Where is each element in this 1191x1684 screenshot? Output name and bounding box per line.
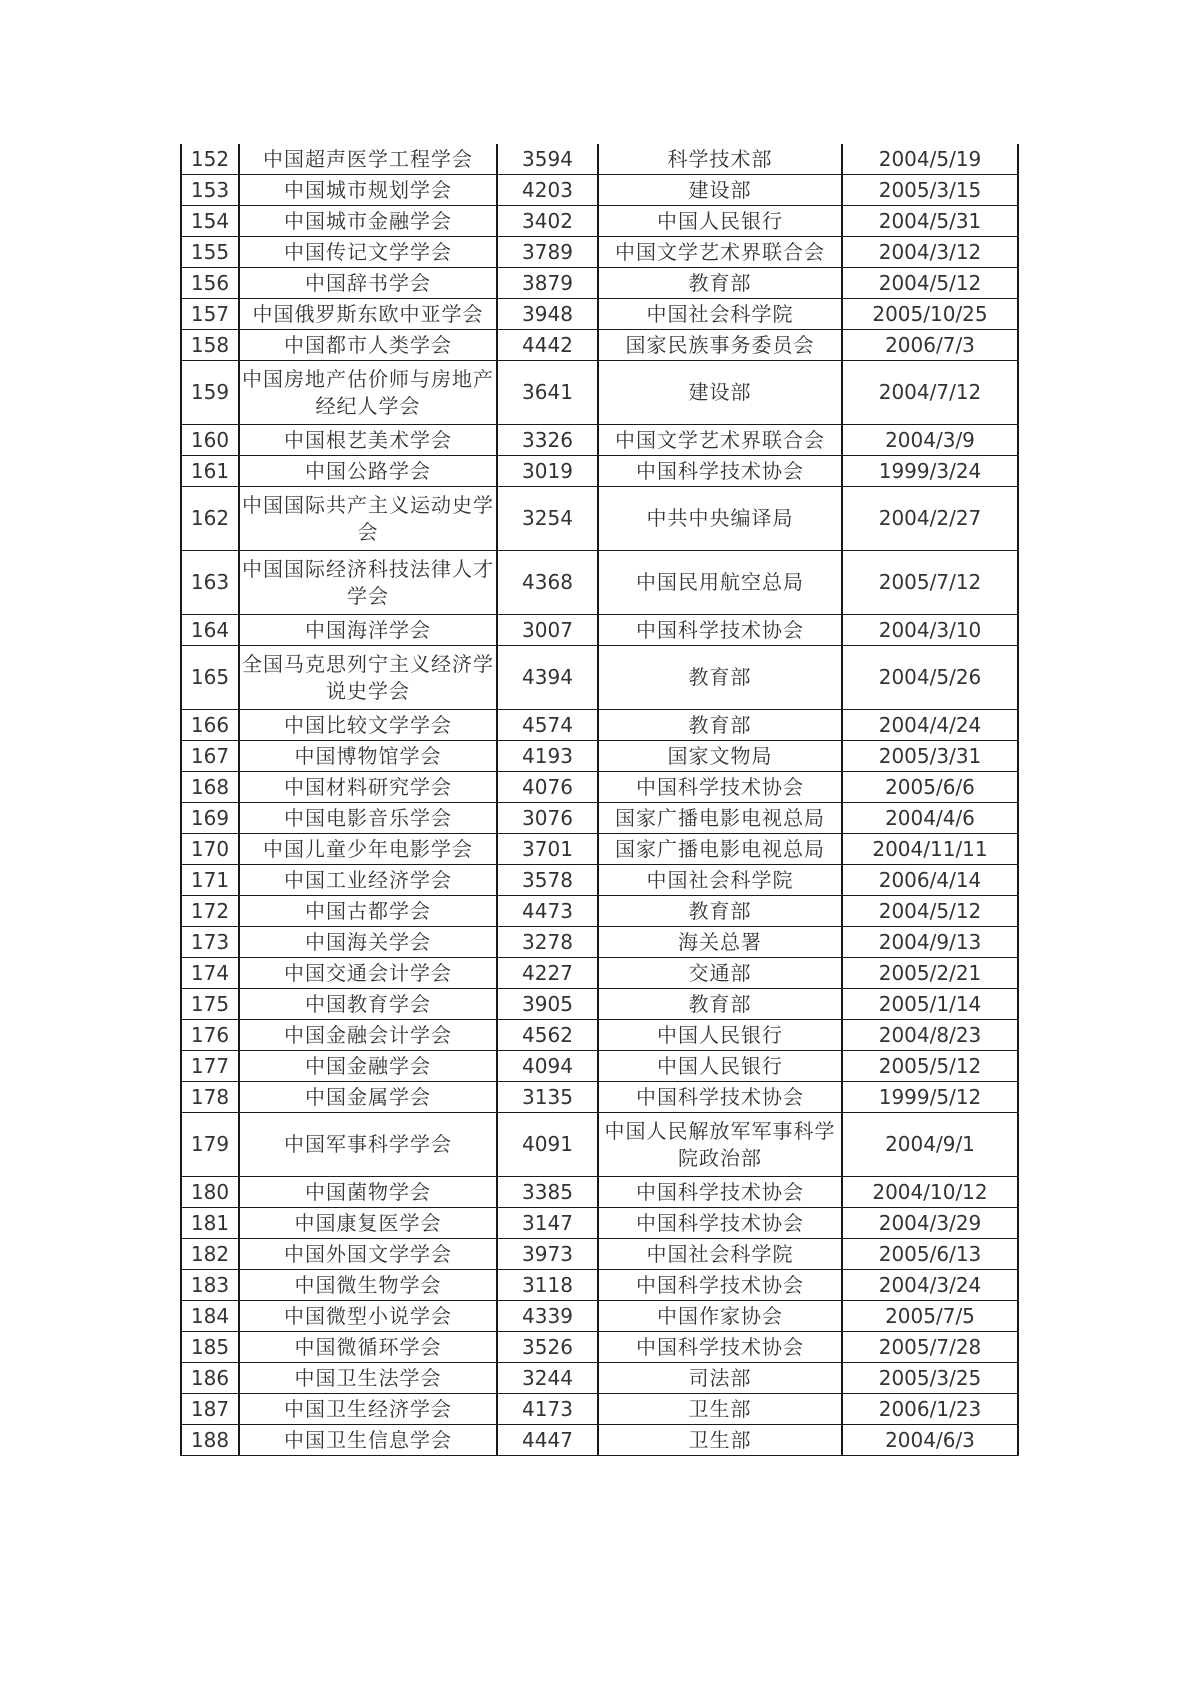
- approval-date-cell: 2004/4/24: [842, 710, 1018, 741]
- table-row: [181, 1394, 1018, 1425]
- supervising-unit-cell: 中国文学艺术界联合会: [598, 425, 842, 456]
- registration-code-cell: 3278: [497, 927, 598, 958]
- supervising-unit-cell: 海关总署: [598, 927, 842, 958]
- registration-code-cell: 4193: [497, 741, 598, 772]
- row-number-cell: 154: [181, 206, 239, 237]
- row-number-cell: 168: [181, 772, 239, 803]
- registration-code-cell: 3526: [497, 1332, 598, 1363]
- table-row: [181, 1425, 1018, 1456]
- registration-code-cell: 3948: [497, 299, 598, 330]
- row-number-cell: 156: [181, 268, 239, 299]
- table-row: [181, 1051, 1018, 1082]
- table-row: [181, 710, 1018, 741]
- table-row: [181, 772, 1018, 803]
- row-number-cell: 157: [181, 299, 239, 330]
- approval-date-cell: 2005/2/21: [842, 958, 1018, 989]
- table-row: [181, 1113, 1018, 1177]
- supervising-unit-cell: 中共中央编译局: [598, 487, 842, 551]
- society-name-cell: 中国卫生经济学会: [239, 1394, 497, 1425]
- approval-date-cell: 2004/11/11: [842, 834, 1018, 865]
- table-row: [181, 741, 1018, 772]
- society-name-cell: 中国教育学会: [239, 989, 497, 1020]
- registration-code-cell: 4394: [497, 646, 598, 710]
- supervising-unit-cell: 卫生部: [598, 1425, 842, 1456]
- supervising-unit-cell: 中国民用航空总局: [598, 551, 842, 615]
- table-row: [181, 425, 1018, 456]
- supervising-unit-cell: 教育部: [598, 989, 842, 1020]
- approval-date-cell: 2005/1/14: [842, 989, 1018, 1020]
- row-number-cell: 163: [181, 551, 239, 615]
- registration-code-cell: 3254: [497, 487, 598, 551]
- supervising-unit-cell: 国家民族事务委员会: [598, 330, 842, 361]
- row-number-cell: 159: [181, 361, 239, 425]
- registration-code-cell: 3007: [497, 615, 598, 646]
- society-name-cell: 中国公路学会: [239, 456, 497, 487]
- row-number-cell: 152: [181, 144, 239, 175]
- table-row: [181, 268, 1018, 299]
- registration-code-cell: 4473: [497, 896, 598, 927]
- approval-date-cell: 2004/4/6: [842, 803, 1018, 834]
- approval-date-cell: 2006/1/23: [842, 1394, 1018, 1425]
- supervising-unit-cell: 中国科学技术协会: [598, 1177, 842, 1208]
- table-body: [181, 144, 1018, 1456]
- supervising-unit-cell: 中国人民银行: [598, 1020, 842, 1051]
- society-name-cell: 中国俄罗斯东欧中亚学会: [239, 299, 497, 330]
- approval-date-cell: 2004/3/29: [842, 1208, 1018, 1239]
- table-row: [181, 896, 1018, 927]
- supervising-unit-cell: 建设部: [598, 175, 842, 206]
- row-number-cell: 170: [181, 834, 239, 865]
- society-name-cell: 中国儿童少年电影学会: [239, 834, 497, 865]
- approval-date-cell: 2005/3/25: [842, 1363, 1018, 1394]
- row-number-cell: 183: [181, 1270, 239, 1301]
- supervising-unit-cell: 国家广播电影电视总局: [598, 834, 842, 865]
- registration-code-cell: 4447: [497, 1425, 598, 1456]
- registration-code-cell: 3076: [497, 803, 598, 834]
- approval-date-cell: 2004/8/23: [842, 1020, 1018, 1051]
- supervising-unit-cell: 卫生部: [598, 1394, 842, 1425]
- table-row: [181, 1363, 1018, 1394]
- row-number-cell: 164: [181, 615, 239, 646]
- society-name-cell: 中国国际经济科技法律人才学会: [239, 551, 497, 615]
- society-name-cell: 中国微生物学会: [239, 1270, 497, 1301]
- registration-code-cell: 4173: [497, 1394, 598, 1425]
- registration-code-cell: 3578: [497, 865, 598, 896]
- supervising-unit-cell: 教育部: [598, 896, 842, 927]
- registration-code-cell: 3147: [497, 1208, 598, 1239]
- supervising-unit-cell: 中国科学技术协会: [598, 772, 842, 803]
- approval-date-cell: 2004/3/10: [842, 615, 1018, 646]
- society-name-cell: 中国根艺美术学会: [239, 425, 497, 456]
- society-name-cell: 全国马克思列宁主义经济学说史学会: [239, 646, 497, 710]
- approval-date-cell: 2004/6/3: [842, 1425, 1018, 1456]
- approval-date-cell: 2004/9/1: [842, 1113, 1018, 1177]
- supervising-unit-cell: 司法部: [598, 1363, 842, 1394]
- table-row: [181, 1177, 1018, 1208]
- row-number-cell: 153: [181, 175, 239, 206]
- approval-date-cell: 2004/5/19: [842, 144, 1018, 175]
- approval-date-cell: 2004/10/12: [842, 1177, 1018, 1208]
- society-name-cell: 中国古都学会: [239, 896, 497, 927]
- approval-date-cell: 2004/7/12: [842, 361, 1018, 425]
- table-row: [181, 615, 1018, 646]
- registration-code-cell: 4368: [497, 551, 598, 615]
- row-number-cell: 161: [181, 456, 239, 487]
- society-name-cell: 中国城市金融学会: [239, 206, 497, 237]
- registration-code-cell: 3019: [497, 456, 598, 487]
- table-row: [181, 834, 1018, 865]
- registration-code-cell: 4574: [497, 710, 598, 741]
- approval-date-cell: 2005/10/25: [842, 299, 1018, 330]
- table-row: [181, 175, 1018, 206]
- society-name-cell: 中国城市规划学会: [239, 175, 497, 206]
- supervising-unit-cell: 科学技术部: [598, 144, 842, 175]
- society-name-cell: 中国金属学会: [239, 1082, 497, 1113]
- supervising-unit-cell: 中国社会科学院: [598, 1239, 842, 1270]
- row-number-cell: 182: [181, 1239, 239, 1270]
- supervising-unit-cell: 建设部: [598, 361, 842, 425]
- registration-code-cell: 4442: [497, 330, 598, 361]
- society-name-cell: 中国交通会计学会: [239, 958, 497, 989]
- approval-date-cell: 1999/3/24: [842, 456, 1018, 487]
- supervising-unit-cell: 中国人民银行: [598, 1051, 842, 1082]
- approval-date-cell: 2004/2/27: [842, 487, 1018, 551]
- row-number-cell: 186: [181, 1363, 239, 1394]
- society-name-cell: 中国军事科学学会: [239, 1113, 497, 1177]
- row-number-cell: 184: [181, 1301, 239, 1332]
- registration-code-cell: 3879: [497, 268, 598, 299]
- society-name-cell: 中国外国文学学会: [239, 1239, 497, 1270]
- row-number-cell: 173: [181, 927, 239, 958]
- registration-code-cell: 3701: [497, 834, 598, 865]
- supervising-unit-cell: 中国科学技术协会: [598, 1082, 842, 1113]
- registration-code-cell: 3973: [497, 1239, 598, 1270]
- society-name-cell: 中国菌物学会: [239, 1177, 497, 1208]
- supervising-unit-cell: 中国科学技术协会: [598, 456, 842, 487]
- table-row: [181, 958, 1018, 989]
- society-name-cell: 中国微型小说学会: [239, 1301, 497, 1332]
- supervising-unit-cell: 中国作家协会: [598, 1301, 842, 1332]
- supervising-unit-cell: 中国社会科学院: [598, 299, 842, 330]
- row-number-cell: 158: [181, 330, 239, 361]
- society-name-cell: 中国金融会计学会: [239, 1020, 497, 1051]
- registration-code-cell: 3641: [497, 361, 598, 425]
- table-row: [181, 144, 1018, 175]
- supervising-unit-cell: 中国文学艺术界联合会: [598, 237, 842, 268]
- society-name-cell: 中国电影音乐学会: [239, 803, 497, 834]
- row-number-cell: 181: [181, 1208, 239, 1239]
- row-number-cell: 185: [181, 1332, 239, 1363]
- row-number-cell: 188: [181, 1425, 239, 1456]
- approval-date-cell: 1999/5/12: [842, 1082, 1018, 1113]
- row-number-cell: 160: [181, 425, 239, 456]
- row-number-cell: 177: [181, 1051, 239, 1082]
- society-name-cell: 中国微循环学会: [239, 1332, 497, 1363]
- row-number-cell: 169: [181, 803, 239, 834]
- registration-code-cell: 3789: [497, 237, 598, 268]
- registration-code-cell: 3326: [497, 425, 598, 456]
- registration-code-cell: 4091: [497, 1113, 598, 1177]
- approval-date-cell: 2004/3/12: [842, 237, 1018, 268]
- society-name-cell: 中国卫生法学会: [239, 1363, 497, 1394]
- row-number-cell: 167: [181, 741, 239, 772]
- approval-date-cell: 2005/3/15: [842, 175, 1018, 206]
- row-number-cell: 175: [181, 989, 239, 1020]
- supervising-unit-cell: 中国科学技术协会: [598, 1270, 842, 1301]
- society-name-cell: 中国博物馆学会: [239, 741, 497, 772]
- supervising-unit-cell: 中国科学技术协会: [598, 1332, 842, 1363]
- society-name-cell: 中国海关学会: [239, 927, 497, 958]
- row-number-cell: 166: [181, 710, 239, 741]
- registration-code-cell: 4203: [497, 175, 598, 206]
- row-number-cell: 180: [181, 1177, 239, 1208]
- approval-date-cell: 2005/7/5: [842, 1301, 1018, 1332]
- row-number-cell: 179: [181, 1113, 239, 1177]
- approval-date-cell: 2005/6/13: [842, 1239, 1018, 1270]
- approval-date-cell: 2004/5/31: [842, 206, 1018, 237]
- society-name-cell: 中国材料研究学会: [239, 772, 497, 803]
- row-number-cell: 174: [181, 958, 239, 989]
- approval-date-cell: 2004/5/12: [842, 268, 1018, 299]
- table-row: [181, 361, 1018, 425]
- row-number-cell: 162: [181, 487, 239, 551]
- society-name-cell: 中国国际共产主义运动史学会: [239, 487, 497, 551]
- registration-code-cell: 3135: [497, 1082, 598, 1113]
- row-number-cell: 178: [181, 1082, 239, 1113]
- approval-date-cell: 2004/9/13: [842, 927, 1018, 958]
- registration-code-cell: 3905: [497, 989, 598, 1020]
- registration-code-cell: 3118: [497, 1270, 598, 1301]
- table-row: [181, 487, 1018, 551]
- table-row: [181, 989, 1018, 1020]
- registration-code-cell: 3244: [497, 1363, 598, 1394]
- approval-date-cell: 2005/3/31: [842, 741, 1018, 772]
- registration-code-cell: 3385: [497, 1177, 598, 1208]
- approval-date-cell: 2005/6/6: [842, 772, 1018, 803]
- registration-code-cell: 4562: [497, 1020, 598, 1051]
- society-name-cell: 中国金融学会: [239, 1051, 497, 1082]
- registration-code-cell: 4094: [497, 1051, 598, 1082]
- approval-date-cell: 2004/5/12: [842, 896, 1018, 927]
- table-row: [181, 1082, 1018, 1113]
- supervising-unit-cell: 教育部: [598, 268, 842, 299]
- table-row: [181, 1332, 1018, 1363]
- supervising-unit-cell: 教育部: [598, 710, 842, 741]
- table-row: [181, 646, 1018, 710]
- registration-code-cell: 3594: [497, 144, 598, 175]
- approval-date-cell: 2005/7/28: [842, 1332, 1018, 1363]
- table-row: [181, 1020, 1018, 1051]
- society-name-cell: 中国比较文学学会: [239, 710, 497, 741]
- table-row: [181, 206, 1018, 237]
- table-row: [181, 551, 1018, 615]
- registration-code-cell: 3402: [497, 206, 598, 237]
- society-name-cell: 中国康复医学会: [239, 1208, 497, 1239]
- row-number-cell: 171: [181, 865, 239, 896]
- society-name-cell: 中国都市人类学会: [239, 330, 497, 361]
- registration-code-cell: 4339: [497, 1301, 598, 1332]
- supervising-unit-cell: 教育部: [598, 646, 842, 710]
- approval-date-cell: 2005/7/12: [842, 551, 1018, 615]
- supervising-unit-cell: 中国科学技术协会: [598, 1208, 842, 1239]
- supervising-unit-cell: 国家文物局: [598, 741, 842, 772]
- approval-date-cell: 2006/4/14: [842, 865, 1018, 896]
- society-name-cell: 中国辞书学会: [239, 268, 497, 299]
- supervising-unit-cell: 交通部: [598, 958, 842, 989]
- registration-code-cell: 4227: [497, 958, 598, 989]
- registry-table: [180, 144, 1019, 1456]
- supervising-unit-cell: 中国人民银行: [598, 206, 842, 237]
- table-row: [181, 1208, 1018, 1239]
- table-row: [181, 330, 1018, 361]
- table-row: [181, 1239, 1018, 1270]
- approval-date-cell: 2006/7/3: [842, 330, 1018, 361]
- approval-date-cell: 2005/5/12: [842, 1051, 1018, 1082]
- row-number-cell: 187: [181, 1394, 239, 1425]
- table-row: [181, 865, 1018, 896]
- society-name-cell: 中国超声医学工程学会: [239, 144, 497, 175]
- society-name-cell: 中国传记文学学会: [239, 237, 497, 268]
- approval-date-cell: 2004/3/24: [842, 1270, 1018, 1301]
- row-number-cell: 172: [181, 896, 239, 927]
- supervising-unit-cell: 中国社会科学院: [598, 865, 842, 896]
- table-row: [181, 1301, 1018, 1332]
- society-name-cell: 中国房地产估价师与房地产经纪人学会: [239, 361, 497, 425]
- supervising-unit-cell: 国家广播电影电视总局: [598, 803, 842, 834]
- society-name-cell: 中国海洋学会: [239, 615, 497, 646]
- table-row: [181, 299, 1018, 330]
- table-row: [181, 803, 1018, 834]
- table-row: [181, 927, 1018, 958]
- supervising-unit-cell: 中国科学技术协会: [598, 615, 842, 646]
- society-name-cell: 中国工业经济学会: [239, 865, 497, 896]
- society-name-cell: 中国卫生信息学会: [239, 1425, 497, 1456]
- approval-date-cell: 2004/3/9: [842, 425, 1018, 456]
- registration-code-cell: 4076: [497, 772, 598, 803]
- row-number-cell: 155: [181, 237, 239, 268]
- row-number-cell: 176: [181, 1020, 239, 1051]
- row-number-cell: 165: [181, 646, 239, 710]
- approval-date-cell: 2004/5/26: [842, 646, 1018, 710]
- table-row: [181, 237, 1018, 268]
- table-row: [181, 456, 1018, 487]
- table-row: [181, 1270, 1018, 1301]
- supervising-unit-cell: 中国人民解放军军事科学院政治部: [598, 1113, 842, 1177]
